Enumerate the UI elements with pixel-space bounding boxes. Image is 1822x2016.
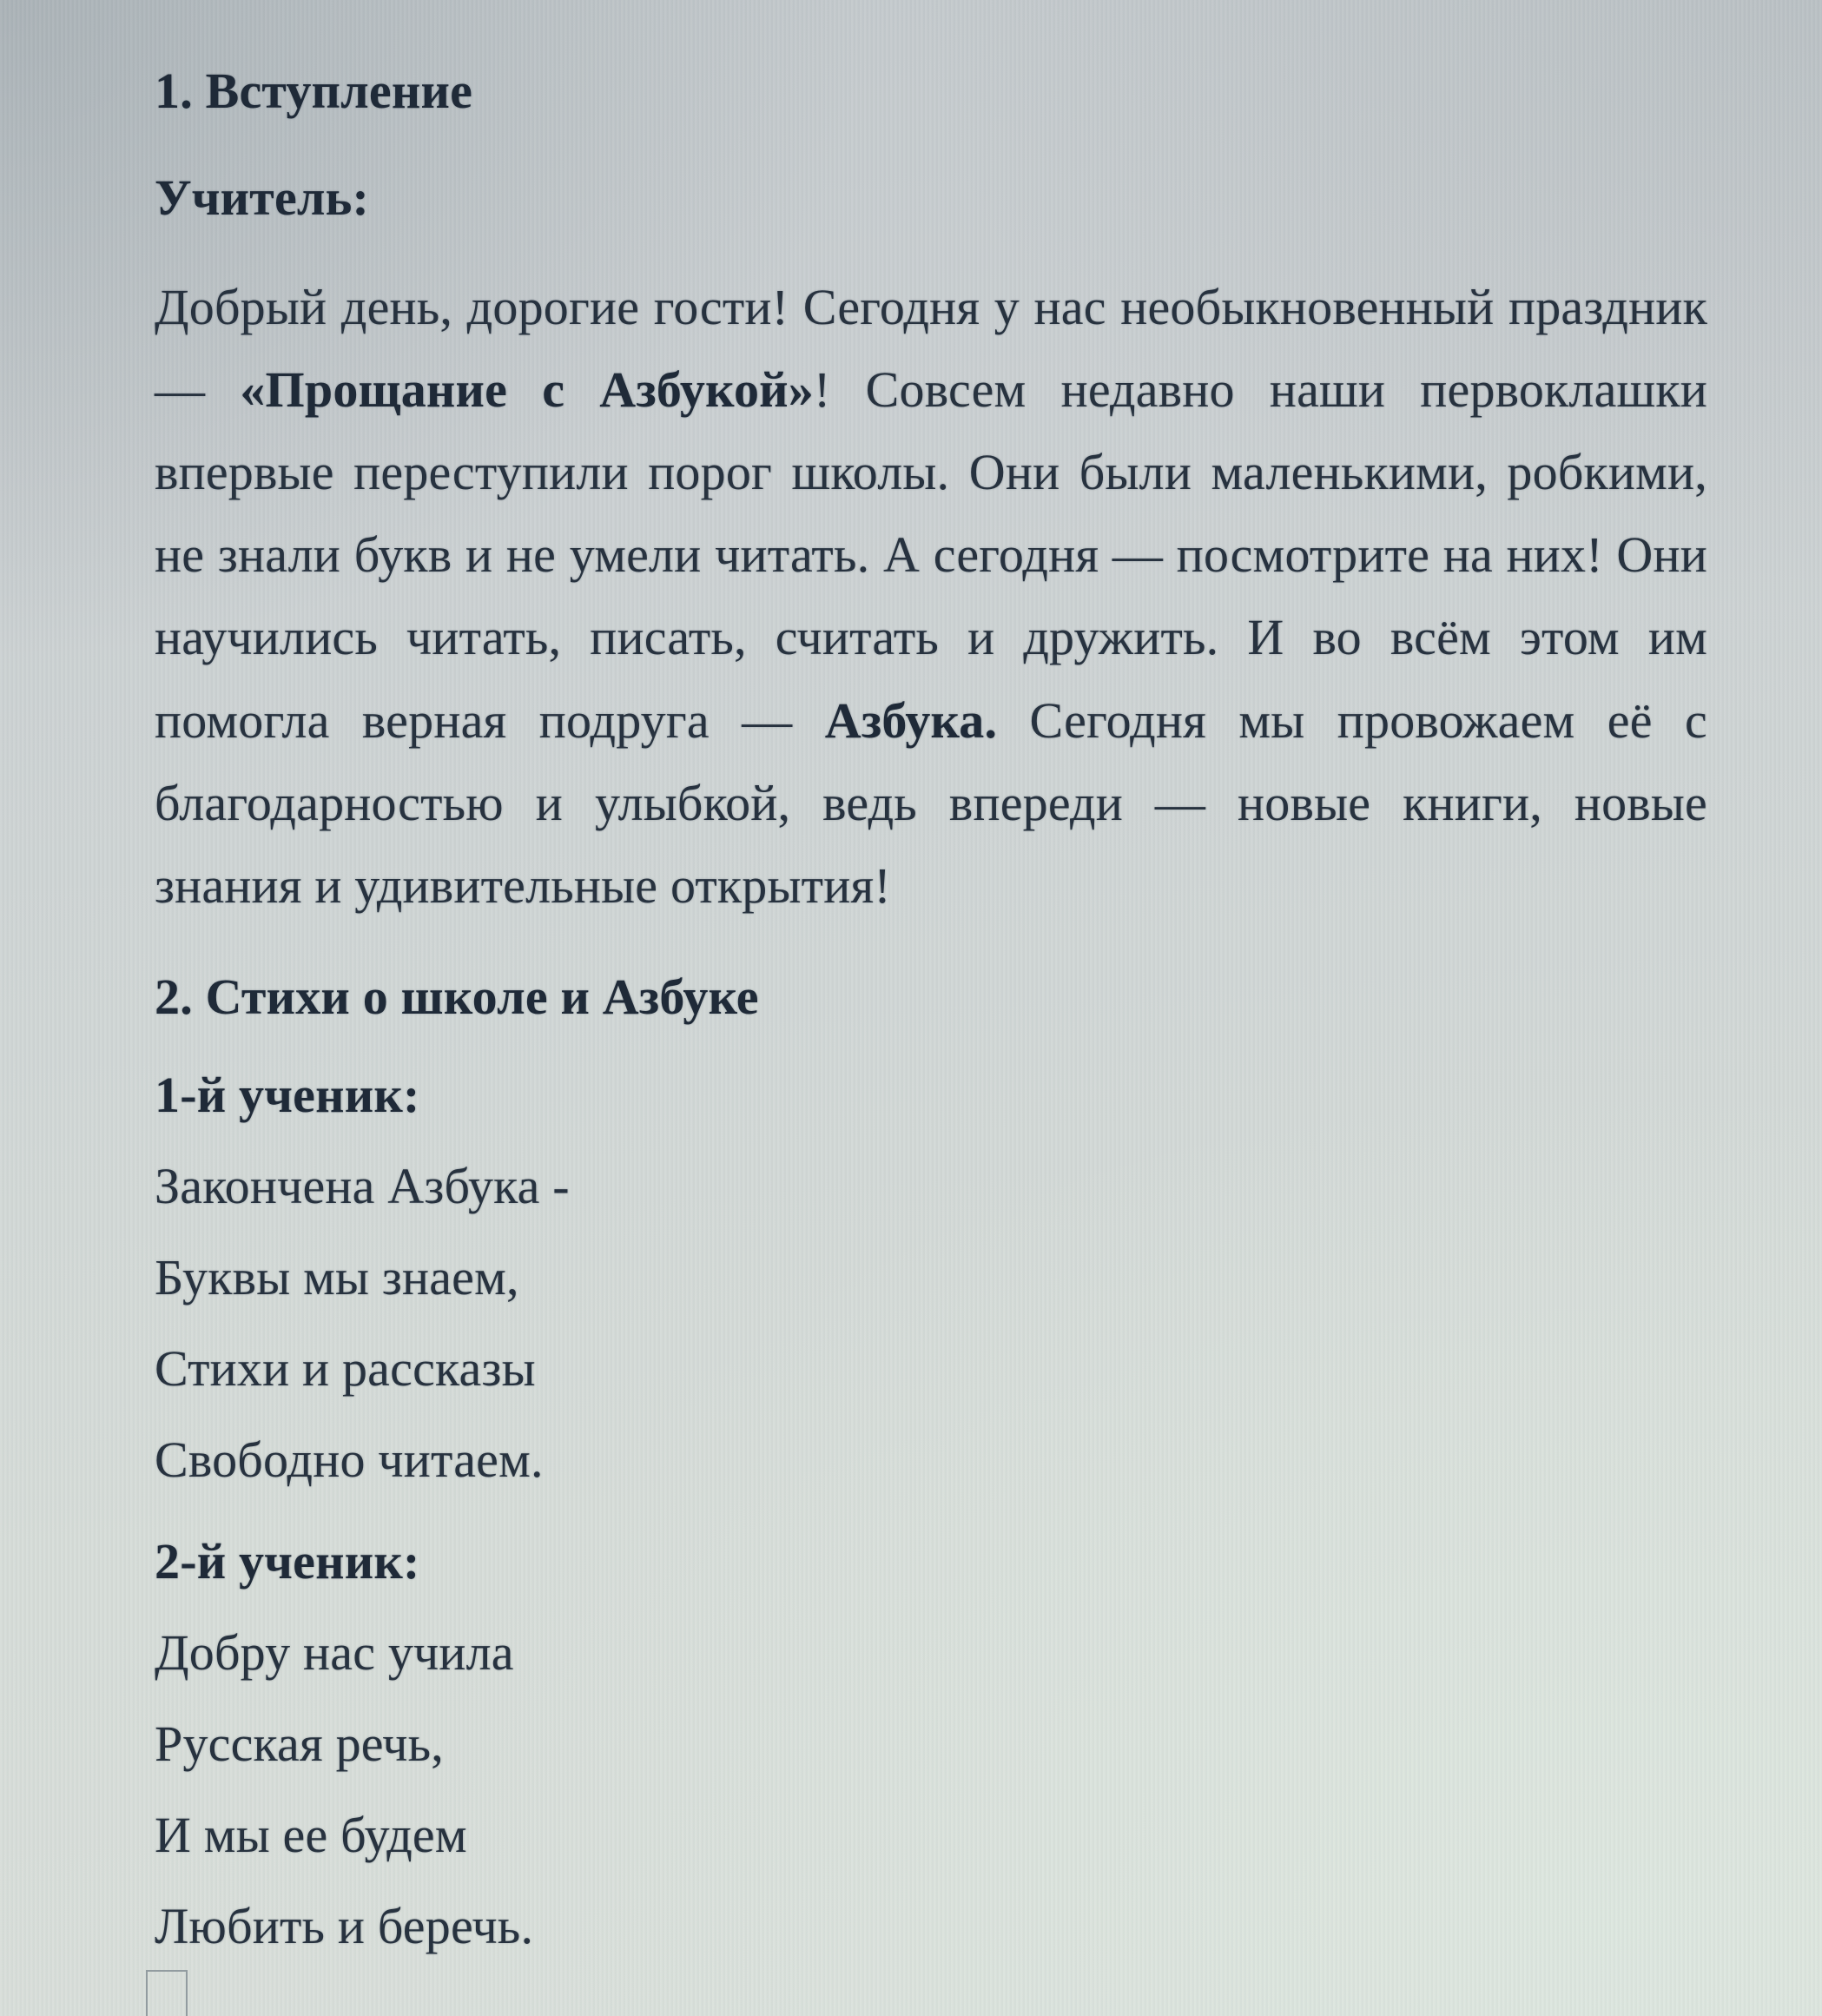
poem-line: Добру нас учила [155,1623,514,1681]
section-1-heading: 1. Вступление [155,63,473,119]
section-2-heading: 2. Стихи о школе и Азбуке [155,968,759,1025]
text-frame-corner-marker [146,1970,188,2016]
poem-line: Закончена Азбука - [155,1157,570,1214]
poem-line: Стихи и рассказы [155,1339,536,1397]
student-2-speaker-label: 2-й ученик: [155,1532,420,1590]
poem-line: Русская речь, [155,1715,444,1772]
poem-line: Буквы мы знаем, [155,1248,519,1305]
poem-line: И мы ее будем [155,1806,467,1863]
student-1-speaker-label: 1-й ученик: [155,1066,420,1123]
teacher-speaker-label: Учитель: [155,169,370,226]
teacher-speech-paragraph: Добрый день, дорогие гости! Сегодня у нас необыкновенный праздник — «Прощание с Азбукой»! Совсем недавно наши первоклашки впервые переступили порог школы. Они были маленькими, робкими, не знали букв и не умели читать. А сегодня — посмотрите на них! Они научились читать, писать, считать и дружить. И во всём этом им помогла верная подруга — Азбука. Сегодня мы провожаем её с благодарностью и улыбкой, ведь впереди — новые книги, новые знания и удивительные открытия! [155,278,1707,914]
poem-line: Свободно читаем. [155,1431,544,1488]
poem-line: Любить и беречь. [155,1897,534,1954]
